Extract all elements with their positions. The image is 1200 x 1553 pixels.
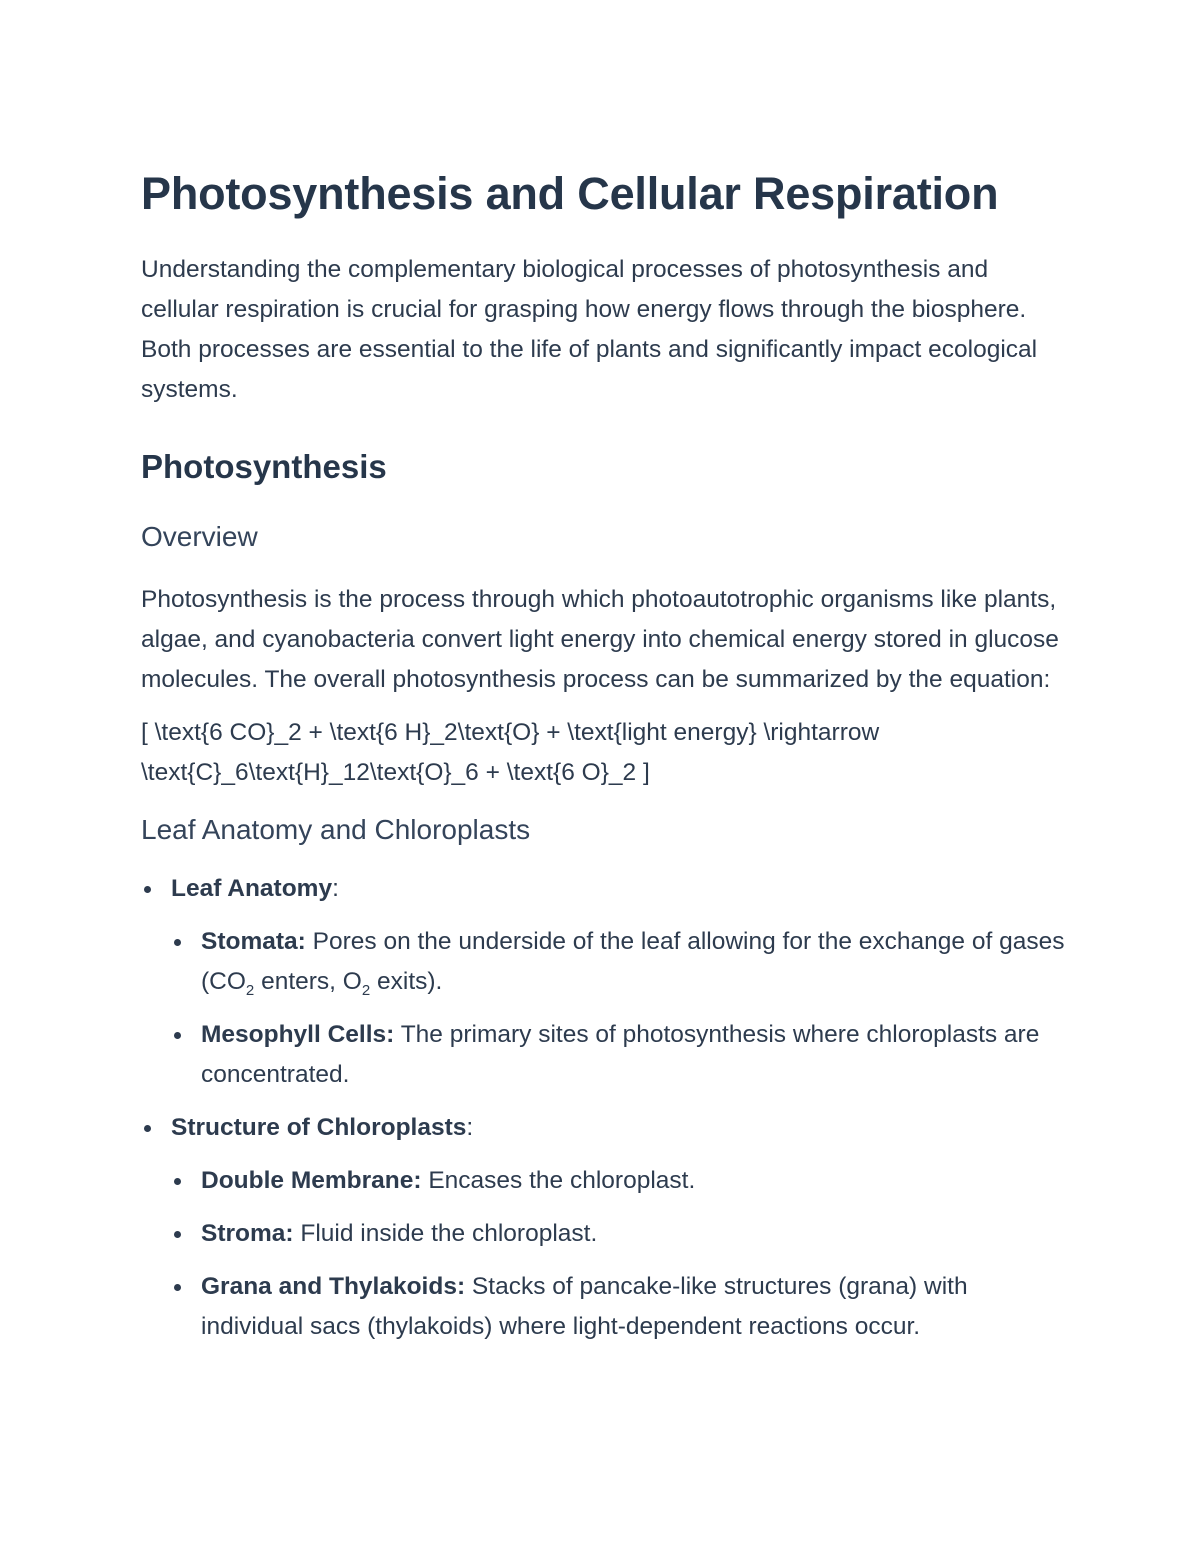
section-heading-photosynthesis: Photosynthesis <box>141 448 387 485</box>
bullet-icon <box>144 886 151 893</box>
grana-thylakoids-text: Stacks of pancake-like structures (grana) with individual sacs (thylakoids) where light-dependent reactions occur. <box>201 1273 968 1340</box>
bullet-icon <box>174 939 181 946</box>
term-mesophyll: Mesophyll Cells: <box>201 1021 395 1048</box>
list-item-stomata <box>171 922 1066 1002</box>
term-suffix: : <box>332 875 339 902</box>
list-item-leaf-anatomy <box>141 869 1066 1095</box>
stomata-text-middle: enters, O <box>254 968 362 995</box>
list-item-chloroplast-structure <box>141 1108 1066 1347</box>
double-membrane-text: Encases the chloroplast. <box>421 1167 696 1194</box>
subheading-overview: Overview <box>141 521 258 552</box>
leaf-anatomy-sublist <box>171 922 1066 1095</box>
mesophyll-text: The primary sites of photosynthesis where chloroplasts are concentrated. <box>201 1021 1040 1088</box>
co2-subscript: 2 <box>245 981 255 999</box>
chloroplast-sublist <box>171 1161 1066 1347</box>
bullet-icon <box>144 1125 151 1132</box>
document-page <box>141 160 1066 1347</box>
term-leaf-anatomy: Leaf Anatomy <box>171 875 333 902</box>
photosynthesis-equation: [ \text{6 CO}_2 + \text{6 H}_2\text{O} + \text{light energy} \rightarrow \text{C}_6\text{H}_12\text{O}_6 + \text{6 O}_2 ] <box>141 719 880 786</box>
term-stomata: Stomata: <box>201 928 306 955</box>
intro-paragraph: Understanding the complementary biological processes of photosynthesis and cellular respiration is crucial for grasping how energy flows through the biosphere. Both processes are essential to the life of plants and significantly impact ecological systems. <box>141 256 1038 403</box>
list-item-mesophyll <box>171 1015 1066 1095</box>
list-item-stroma <box>171 1214 1066 1254</box>
term-grana-thylakoids: Grana and Thylakoids: <box>201 1273 466 1300</box>
overview-paragraph: Photosynthesis is the process through which photoautotrophic organisms like plants, algae, and cyanobacteria convert light energy into chemical energy stored in glucose molecules. The overall photosynthesis process can be summarized by the equation: <box>141 586 1059 693</box>
bullet-icon <box>174 1284 181 1291</box>
stroma-text: Fluid inside the chloroplast. <box>293 1220 598 1247</box>
term-suffix: : <box>466 1114 474 1141</box>
list-item-grana-thylakoids <box>171 1267 1066 1347</box>
bullet-icon <box>174 1178 181 1185</box>
stomata-text-after: exits). <box>370 968 443 995</box>
stomata-text-before: Pores on the underside of the leaf allowing for the exchange of gases (CO <box>201 928 1065 995</box>
term-chloroplast-structure: Structure of Chloroplasts <box>171 1114 467 1141</box>
leaf-anatomy-list <box>141 869 1066 1347</box>
term-stroma: Stroma: <box>201 1220 294 1247</box>
bullet-icon <box>174 1032 181 1039</box>
o2-subscript: 2 <box>361 981 371 999</box>
bullet-icon <box>174 1231 181 1238</box>
list-item-double-membrane <box>171 1161 1066 1201</box>
subheading-leaf-anatomy: Leaf Anatomy and Chloroplasts <box>141 814 531 845</box>
term-double-membrane: Double Membrane: <box>201 1167 422 1194</box>
document-title: Photosynthesis and Cellular Respiration <box>141 168 999 219</box>
